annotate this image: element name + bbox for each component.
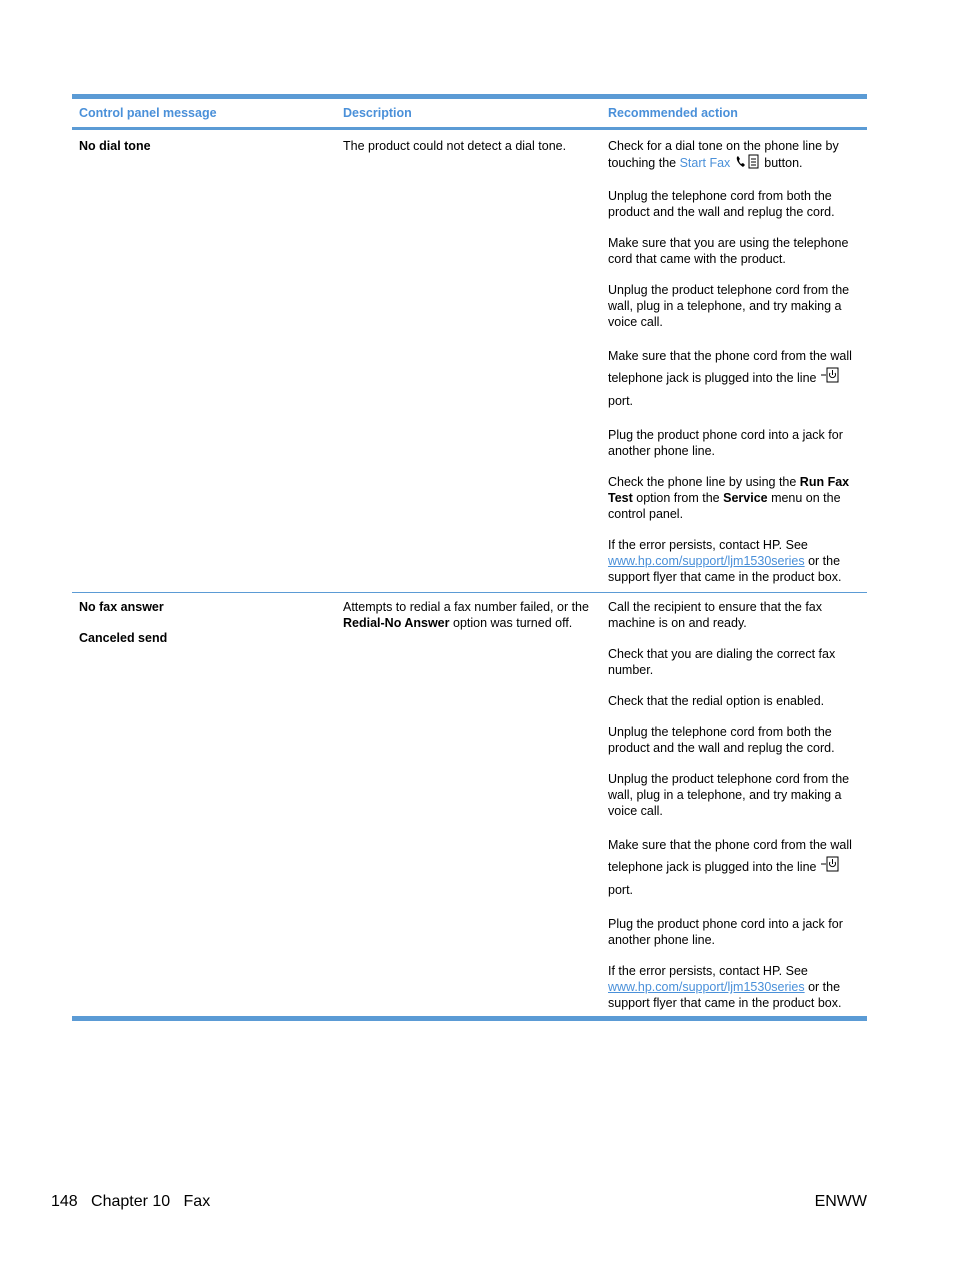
message-cell bbox=[72, 138, 337, 154]
message-no-dial-tone: No dial tone bbox=[79, 139, 151, 153]
action-item: Plug the product phone cord into a jack for another phone line. bbox=[608, 428, 843, 459]
description-cell bbox=[337, 599, 602, 631]
action-item: Unplug the telephone cord from both the product and the wall and replug the cord. bbox=[608, 725, 835, 756]
action-item: Make sure that you are using the telephone cord that came with the product. bbox=[608, 236, 849, 266]
page-footer bbox=[51, 1193, 867, 1211]
header-message: Control panel message bbox=[79, 106, 217, 120]
table-row bbox=[72, 130, 867, 593]
message-cell bbox=[72, 599, 337, 646]
action-item: Plug the product phone cord into a jack for another phone line. bbox=[608, 917, 843, 948]
message-canceled-send: Canceled send bbox=[79, 631, 168, 646]
hp-support-link[interactable]: www.hp.com/support/ljm1530series bbox=[608, 554, 805, 569]
hp-support-link[interactable]: www.hp.com/support/ljm1530series bbox=[608, 980, 805, 995]
description-text: Attempts to redial a fax number failed, or the Redial-No Answer option was turned off. bbox=[343, 600, 589, 631]
action-item: Check the phone line by using the Run Fax Test option from the Service menu on the control panel. bbox=[608, 475, 850, 522]
action-cell bbox=[602, 599, 867, 1011]
action-item: Check that you are dialing the correct fax number. bbox=[608, 647, 836, 678]
action-item: Call the recipient to ensure that the fax machine is on and ready. bbox=[608, 600, 823, 631]
footer-page-chapter: 148 Chapter 10 Fax bbox=[51, 1193, 211, 1210]
message-no-fax-answer: No fax answer bbox=[79, 600, 164, 615]
start-fax-label: Start Fax bbox=[679, 155, 731, 170]
start-fax-icon bbox=[734, 154, 761, 173]
table-row bbox=[72, 593, 867, 1021]
header-description: Description bbox=[343, 106, 412, 120]
action-item: Unplug the product telephone cord from the wall, plug in a telephone, and try making a voice call. bbox=[608, 283, 850, 329]
action-item: Check that the redial option is enabled. bbox=[608, 694, 825, 709]
table-header bbox=[72, 99, 867, 130]
action-item: If the error persists, contact HP. See www.hp.com/support/ljm1530series or the support flyer that came in the product box. bbox=[608, 964, 842, 1011]
action-item: Check for a dial tone on the phone line by touching the Start Fax button. bbox=[608, 138, 863, 173]
description-text: The product could not detect a dial tone. bbox=[343, 139, 567, 153]
action-cell bbox=[602, 138, 867, 585]
action-item: If the error persists, contact HP. See www.hp.com/support/ljm1530series or the support flyer that came in the product box. bbox=[608, 538, 842, 585]
action-item: Unplug the telephone cord from both the product and the wall and replug the cord. bbox=[608, 189, 835, 219]
line-port-icon bbox=[820, 856, 840, 879]
header-action: Recommended action bbox=[608, 106, 738, 120]
line-port-icon bbox=[820, 367, 840, 390]
action-item: Make sure that the phone cord from the wall telephone jack is plugged into the line port. bbox=[608, 838, 852, 898]
troubleshooting-table bbox=[72, 94, 867, 1021]
action-item: Make sure that the phone cord from the wall telephone jack is plugged into the line port. bbox=[608, 349, 852, 409]
footer-enww: ENWW bbox=[814, 1193, 867, 1210]
description-cell bbox=[337, 138, 602, 154]
action-item: Unplug the product telephone cord from the wall, plug in a telephone, and try making a voice call. bbox=[608, 772, 850, 819]
